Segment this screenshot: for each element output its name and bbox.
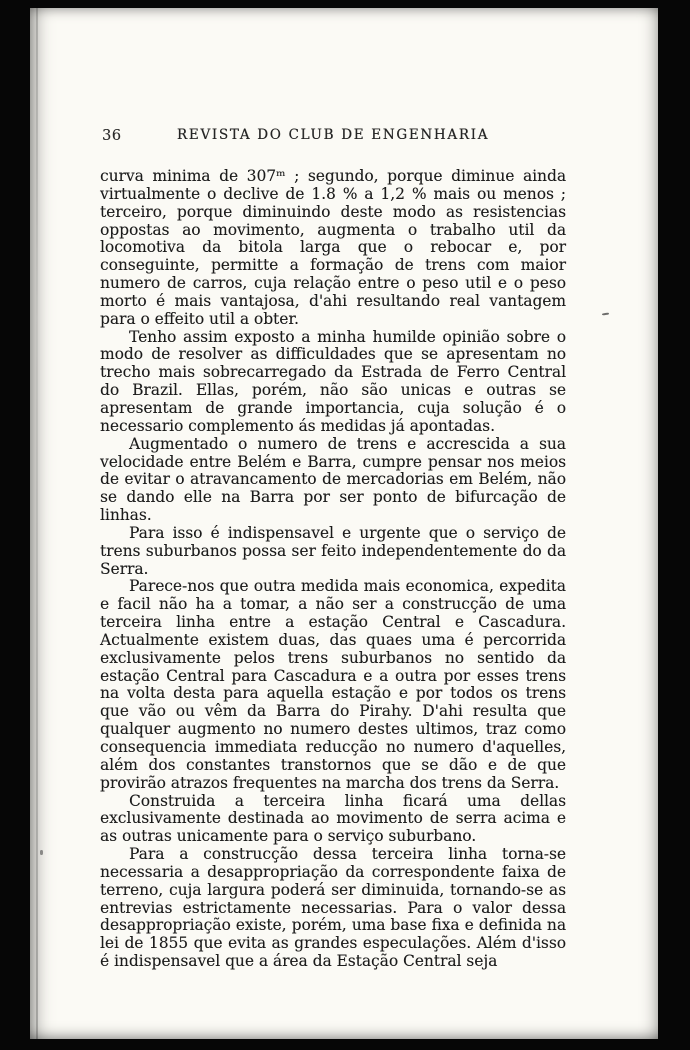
paragraph: Para a construcção dessa terceira linha torna-se necessaria a desappropriação da correspondente faixa de terreno, cuja largura poderá ser diminuida, tornando-se as entrevias estrictamente necessarias. Para o valor dessa desappropriação existe, porém, uma base fixa e definida na lei de 1855 que evita as grandes especulações. Além d'isso é indispensavel que a área da Estação Central seja xyxy=(100,845,566,971)
paragraph: Augmentado o numero de trens e accrescida a sua velocidade entre Belém e Barra, cumpre pensar nos meios de evitar o atravancamento de mercadorias em Belém, não se dando elle na Barra por ser ponto de bifurcação de linhas. xyxy=(100,434,566,525)
scan-speck xyxy=(40,850,43,855)
scan-speck xyxy=(602,313,609,316)
scanned-page xyxy=(30,8,658,1039)
paragraph: Tenho assim exposto a minha humilde opinião sobre o modo de resolver as difficuldades que se apresentam no trecho mais sobrecarregado da Estrada de Ferro Central do Brazil. Ellas, porém, não são unicas e outras se apresentam de grande importancia, cuja solução é o necessario complemento ás medidas já apontadas. xyxy=(100,327,566,435)
paragraph: Para isso é indispensavel e urgente que o serviço de trens suburbanos possa ser feito independentemente do da Serra. xyxy=(100,523,566,578)
journal-title: REVISTA DO CLUB DE ENGENHARIA xyxy=(176,127,490,143)
page-body xyxy=(100,168,566,971)
paragraph: Parece-nos que outra medida mais economica, expedita e facil não ha a tomar, a não ser a construcção de uma terceira linha entre a estação Central e Cascadura. Actualmente existem duas, das quaes uma é percorrida exclusivamente pelos trens suburbanos no sentido da estação Central para Cascadura e a outra por esses trens na volta desta para aquella estação e por todos os trens que vão ou vêm da Barra do Pirahy. D'ahi resulta que qualquer augmento no numero destes ultimos, traz como consequencia immediata reducção no numero d'aquelles, além dos constantes transtornos que se dão e de que provirão atrazos frequentes na marcha dos trens da Serra. xyxy=(100,577,566,792)
page-header xyxy=(100,127,566,147)
paragraph: curva minima de 307ᵐ ; segundo, porque diminue ainda virtualmente o declive de 1.8 % a 1,2 % mais ou menos ; terceiro, porque diminuindo deste modo as resistencias oppostas ao movimento, augmenta o trabalho util da locomotiva da bitola larga que o rebocar e, por conseguinte, permitte a formação de trens com maior numero de carros, cuja relação entre o peso util e o peso morto é mais vantajosa, d'ahi resultando real vantagem para o effeito util a obter. xyxy=(100,167,566,328)
paragraph: Construida a terceira linha ficará uma dellas exclusivamente destinada ao movimento de serra acima e as outras unicamente para o serviço suburbano. xyxy=(100,791,566,846)
page-number: 36 xyxy=(102,128,122,144)
